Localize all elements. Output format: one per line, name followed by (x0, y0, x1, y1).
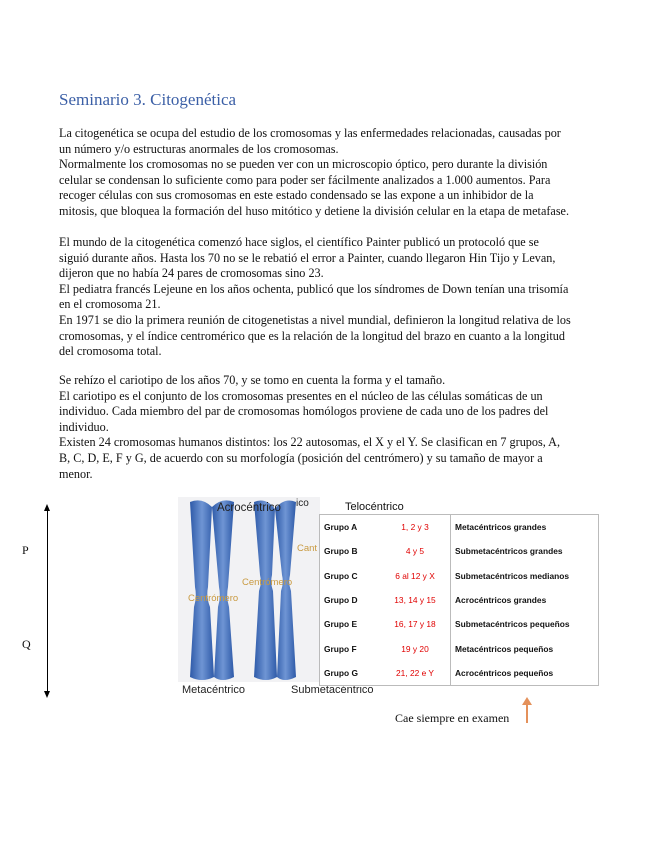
group-cell: Grupo F (324, 643, 357, 654)
chromosomes-cell: 21, 22 e Y (380, 661, 451, 686)
acrocentric-label: Acrocéntrico (217, 502, 281, 514)
text-line: El pediatra francés Lejeune en los años ochenta, publicó que los síndromes de Down tenían una trisomía (59, 281, 569, 296)
up-arrow-icon (526, 703, 528, 723)
text-line: cromosomas, y el índice centromérico que es la relación de la longitud del brazo en cuanto a la longitud (59, 328, 565, 343)
chromosome-2 (254, 501, 296, 680)
centromere-label: Centrómero (188, 593, 239, 604)
chromosomes-cell: 1, 2 y 3 (380, 515, 451, 540)
telocentric-label: Telocéntrico (345, 501, 404, 513)
text-line: Normalmente los cromosomas no se pueden ver con un microscopio óptico, pero durante la división (59, 157, 548, 172)
centromere-label: Centrómero (242, 577, 293, 588)
chromosomes-cell: 16, 17 y 18 (380, 612, 451, 636)
type-cell: Submetacéntricos grandes (455, 546, 563, 557)
text-line: celular se condensan lo suficiente como para poder ser fácilmente analizados a 1.000 aumentos. Para (59, 172, 551, 187)
exam-note: Cae siempre en examen (395, 711, 510, 725)
page-title: Seminario 3. Citogenética (59, 90, 237, 109)
text-line: en el cromosoma 21. (59, 297, 161, 312)
type-cell: Metacéntricos pequeños (455, 643, 554, 654)
table-row (320, 588, 599, 612)
text-line: En 1971 se dio la primera reunión de citogenetistas a nivel mundial, definieron la longitud relativa de los (59, 312, 571, 327)
table-row (320, 612, 599, 636)
chromosome-1 (190, 500, 234, 680)
type-cell: Metacéntricos grandes (455, 522, 547, 533)
text-line: recoger células con sus cromosomas en este estado condensado se las expone a un inhibidor de la (59, 188, 534, 203)
table-row (320, 564, 599, 588)
text-line: La citogenética se ocupa del estudio de los cromosomas y las enfermedades relacionadas, causadas por (59, 126, 561, 140)
table-row (320, 661, 599, 686)
double-arrow-icon (47, 510, 48, 692)
text-line: individuo. (59, 419, 109, 434)
metacentric-label: Metacéntrico (182, 684, 245, 696)
text-line: Existen 24 cromosomas humanos distintos: los 22 autosomas, el X y el Y. Se clasifican en 7 grupos, A, (59, 435, 560, 450)
submetacentric-label: Submetacéntrico (291, 684, 374, 696)
group-cell: Grupo A (324, 522, 358, 533)
text-line: Se rehízo el cariotipo de los años 70, y se tomo en cuenta la forma y el tamaño. (59, 373, 446, 387)
text-line: individuo. Cada miembro del par de cromosomas homólogos proviene de cada uno de los padres del (59, 404, 549, 419)
group-cell: Grupo G (324, 667, 358, 678)
chromosome-illustration (178, 497, 320, 682)
group-cell: Grupo C (324, 570, 358, 581)
text-line: del cromosoma total. (59, 344, 162, 359)
text-line: El cariotipo es el conjunto de los cromosomas presentes en el núcleo de las células somáticas de un (59, 388, 543, 403)
group-cell: Grupo D (324, 595, 358, 606)
label-fragment: ico (296, 498, 309, 509)
chromosomes-cell: 4 y 5 (380, 539, 451, 563)
table-row (320, 539, 599, 563)
arm-q-label: Q (22, 637, 31, 651)
paragraph-intro (59, 126, 599, 220)
chromosomes-cell: 6 al 12 y X (380, 564, 451, 588)
chromosomes-cell: 19 y 20 (380, 636, 451, 660)
table-row (320, 636, 599, 660)
text-line: mitosis, que bloquea la formación del huso mitótico y detiene la división celular en la etapa de metafase. (59, 203, 570, 218)
type-cell: Acrocéntricos pequeños (455, 667, 554, 678)
arm-p-label: P (22, 543, 29, 557)
type-cell: Submetacéntricos pequeños (455, 619, 570, 630)
chromosomes-svg (178, 497, 320, 682)
text-line: un número y/o estructuras anormales de los cromosomas. (59, 141, 339, 156)
text-line: dijeron que no había 24 pares de cromosomas sino 23. (59, 266, 324, 281)
text-line: menor. (59, 466, 93, 481)
chromosomes-cell: 13, 14 y 15 (380, 588, 451, 612)
text-line: B, C, D, E, F y G, de acuerdo con su morfología (posición del centrómero) y su tamaño de mayor a (59, 450, 543, 465)
text-line: El mundo de la citogenética comenzó hace siglos, el científico Painter publicó un protocoló que se (59, 235, 539, 249)
centromere-label-fragment: Cant (297, 543, 318, 554)
paragraph-history (59, 235, 599, 360)
type-cell: Submetacéntricos medianos (455, 570, 570, 581)
chromosome-groups-table (319, 514, 599, 686)
group-cell: Grupo E (324, 619, 358, 630)
paragraph-karyotype (59, 373, 599, 482)
table-row (320, 515, 599, 540)
type-cell: Acrocéntricos grandes (455, 595, 547, 606)
group-cell: Grupo B (324, 546, 358, 557)
text-line: siguió durante años. Hasta los 70 no se le rebatió el error a Painter, cuando llegaron Hin Tijo y Levan, (59, 250, 556, 265)
